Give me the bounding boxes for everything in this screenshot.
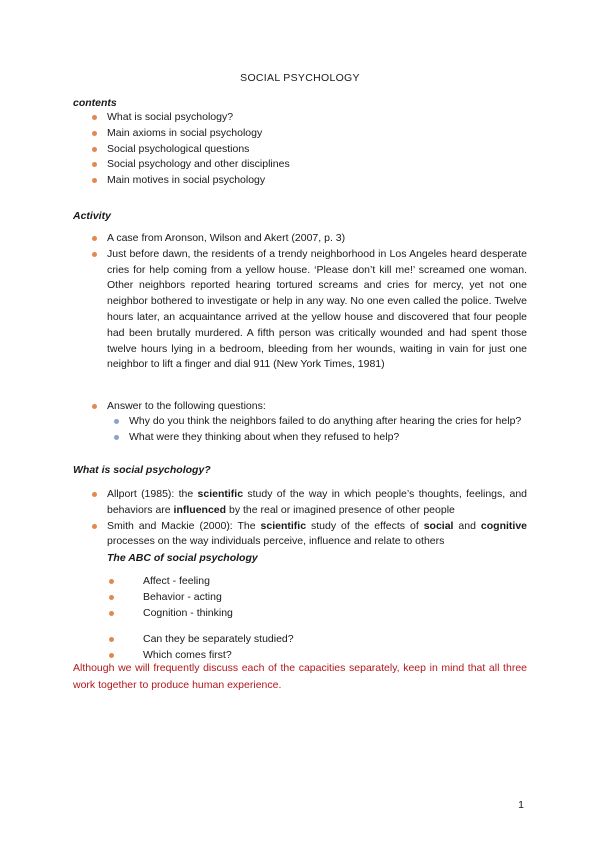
bullet-icon	[92, 131, 97, 136]
list-item: A case from Aronson, Wilson and Akert (2007, p. 3)	[0, 231, 527, 247]
list-item: Which comes first?	[0, 648, 294, 664]
list-item: Cognition - thinking	[0, 606, 233, 622]
bullet-icon	[92, 524, 97, 529]
sub-bullet-icon	[114, 435, 119, 440]
abc-list	[0, 574, 233, 621]
activity-list	[0, 231, 527, 373]
list-item: Answer to the following questions:	[0, 399, 527, 415]
bullet-icon	[92, 115, 97, 120]
list-item: Main axioms in social psychology	[0, 126, 290, 142]
bullet-icon	[92, 147, 97, 152]
list-item: Can they be separately studied?	[0, 632, 294, 648]
contents-list	[0, 110, 290, 189]
bullet-icon	[92, 252, 97, 257]
list-item	[0, 487, 527, 519]
what-is-heading: What is social psychology?	[73, 464, 211, 476]
questions-list	[0, 414, 527, 446]
list-item: Social psychological questions	[0, 142, 290, 158]
summary-note: Although we will frequently discuss each of the capacities separately, keep in mind that all three work together to produce human experience.	[73, 662, 527, 691]
list-item: Why do you think the neighbors failed to do anything after hearing the cries for help?	[0, 414, 527, 430]
list-item: Behavior - acting	[0, 590, 233, 606]
bullet-icon	[92, 178, 97, 183]
sub-bullet-icon	[114, 419, 119, 424]
contents-heading: contents	[73, 97, 117, 109]
bullet-icon	[109, 595, 114, 600]
list-item	[0, 519, 527, 551]
bullet-icon	[109, 653, 114, 658]
bullet-icon	[92, 236, 97, 241]
page-number: 1	[518, 799, 524, 811]
bullet-icon	[92, 492, 97, 497]
activity-heading: Activity	[73, 210, 111, 222]
answer-list	[0, 399, 527, 415]
bullet-icon	[92, 162, 97, 167]
bullet-icon	[109, 611, 114, 616]
bullet-icon	[109, 579, 114, 584]
list-item: Just before dawn, the residents of a trendy neighborhood in Los Angeles heard desperate cries for help coming from a yellow house. ‘Please don’t kill me!’ screamed one woman. Other neighbors reported hearing tortured screams and cries for mercy, yet not one neighbor bothered to investigate or help in any way. No one even called the police. Twelve hours later, an acquaintance arrived at the yellow house and discovered that four people had been brutally murdered. A fifth person was critically wounded and had spent those twelve hours lying in a bedroom, bleeding from her wounds, waiting in vain for just one neighbor to lift a finger and dial 911 (New York Times, 1981)	[0, 247, 527, 373]
smith-definition: Smith and Mackie (2000): The scientific study of the effects of social and cognitive processes on the way individuals perceive, influence and relate to others	[107, 519, 527, 548]
list-item: What is social psychology?	[0, 110, 290, 126]
abc-heading: The ABC of social psychology	[107, 552, 258, 564]
abc-questions-list	[0, 632, 294, 664]
list-item: Social psychology and other disciplines	[0, 157, 290, 173]
definitions-list	[0, 487, 527, 550]
bullet-icon	[109, 637, 114, 642]
list-item: Main motives in social psychology	[0, 173, 290, 189]
list-item: What were they thinking about when they refused to help?	[0, 430, 527, 446]
allport-definition: Allport (1985): the scientific study of the way in which people’s thoughts, feelings, and behaviors are influenced by the real or imagined presence of other people	[107, 488, 527, 516]
page-title: SOCIAL PSYCHOLOGY	[240, 72, 360, 84]
bullet-icon	[92, 404, 97, 409]
list-item: Affect - feeling	[0, 574, 233, 590]
